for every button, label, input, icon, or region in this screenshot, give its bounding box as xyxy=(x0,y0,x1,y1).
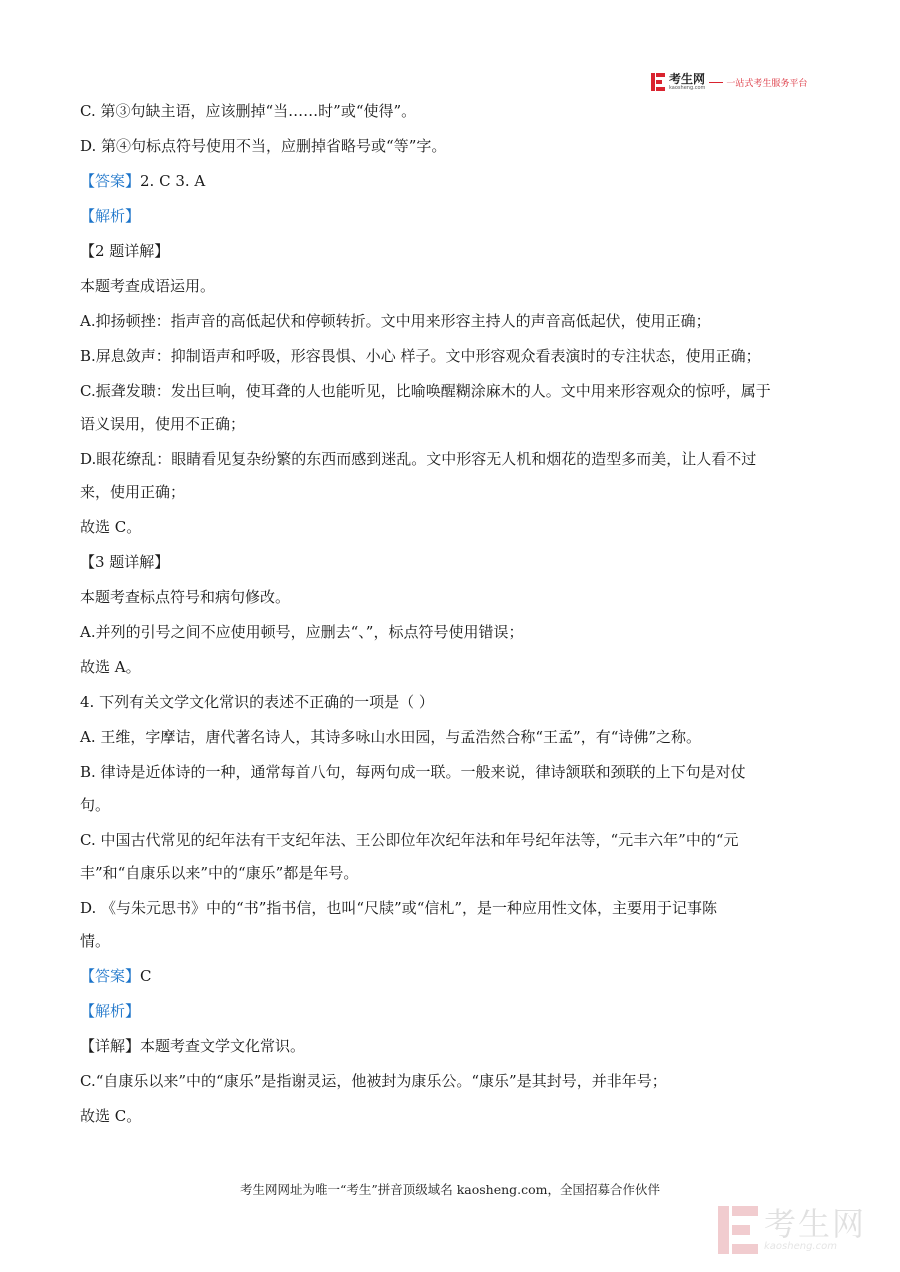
text-line xyxy=(80,1105,820,1127)
line-text: 故选 C。 xyxy=(80,518,142,536)
line-text: B. 律诗是近体诗的一种，通常每首八句，每两句成一联。一般来说，律诗颔联和颈联的上下句是对仗 xyxy=(80,763,746,781)
text-line xyxy=(80,1070,820,1092)
line-text: D. 第④句标点符号使用不当，应删掉省略号或“等”字。 xyxy=(80,137,447,155)
line-text: C xyxy=(140,967,152,985)
line-text: C. 第③句缺主语，应该删掉“当……时”或“使得”。 xyxy=(80,102,417,120)
text-line xyxy=(80,448,820,470)
text-line xyxy=(80,930,820,952)
section-tag: 【答案】 xyxy=(80,172,141,190)
line-text: 【2 题详解】 xyxy=(80,242,170,260)
kaosheng-logo-icon xyxy=(651,73,665,91)
section-tag: 【解析】 xyxy=(80,1002,141,1020)
text-line xyxy=(80,275,820,297)
text-line xyxy=(80,862,820,884)
watermark-logo xyxy=(718,1204,886,1256)
line-text: 本题考查标点符号和病句修改。 xyxy=(80,588,291,606)
text-line xyxy=(80,170,820,192)
text-line xyxy=(80,310,820,332)
text-line xyxy=(80,897,820,919)
text-line xyxy=(80,380,820,402)
section-tag: 【解析】 xyxy=(80,207,141,225)
text-line xyxy=(80,100,820,122)
text-line xyxy=(80,413,820,435)
document-body xyxy=(80,100,820,1140)
text-line xyxy=(80,656,820,678)
watermark-logo-icon xyxy=(718,1206,758,1254)
line-text: D. 《与朱元思书》中的“书”指书信，也叫“尺牍”或“信札”，是一种应用性文体，主要用于记事陈 xyxy=(80,899,718,917)
text-line xyxy=(80,135,820,157)
line-text: 本题考查成语运用。 xyxy=(80,277,216,295)
text-line xyxy=(80,965,820,987)
line-text: A.抑扬顿挫：指声音的高低起伏和停顿转折。文中用来形容主持人的声音高低起伏，使用正确； xyxy=(80,312,711,330)
text-line xyxy=(80,794,820,816)
header-logo xyxy=(651,72,807,92)
logo-domain: kaosheng.com xyxy=(669,85,706,91)
logo-name: 考生网 xyxy=(669,72,706,86)
text-line xyxy=(80,481,820,503)
line-text: 【详解】本题考查文学文化常识。 xyxy=(80,1037,306,1055)
text-line xyxy=(80,761,820,783)
watermark-name: 考生网 xyxy=(764,1205,867,1243)
line-text: C.“自康乐以来”中的“康乐”是指谢灵运，他被封为康乐公。“康乐”是其封号，并非年号； xyxy=(80,1072,667,1090)
line-text: 情。 xyxy=(80,932,111,950)
text-line xyxy=(80,691,820,713)
line-text: C.振聋发聩：发出巨响，使耳聋的人也能听见，比喻唤醒糊涂麻木的人。文中用来形容观众的惊呼，属于 xyxy=(80,382,771,400)
line-text: A.并列的引号之间不应使用顿号，应删去“、”，标点符号使用错误； xyxy=(80,623,524,641)
text-line xyxy=(80,726,820,748)
line-text: 句。 xyxy=(80,796,111,814)
text-line xyxy=(80,1035,820,1057)
section-tag: 【答案】 xyxy=(80,967,141,985)
text-line xyxy=(80,1000,820,1022)
line-text: 丰”和“自康乐以来”中的“康乐”都是年号。 xyxy=(80,864,359,882)
line-text: 故选 C。 xyxy=(80,1107,142,1125)
line-text: B.屏息敛声：抑制语声和呼吸，形容畏惧、小心 样子。文中形容观众看表演时的专注状态，使用正确； xyxy=(80,347,761,365)
text-line xyxy=(80,240,820,262)
watermark-domain: kaosheng.com xyxy=(764,1241,837,1252)
text-line xyxy=(80,586,820,608)
logo-divider xyxy=(709,82,723,83)
text-line xyxy=(80,516,820,538)
line-text: 【3 题详解】 xyxy=(80,553,170,571)
line-text: 4. 下列有关文学文化常识的表述不正确的一项是（ ） xyxy=(80,693,434,711)
line-text: A. 王维，字摩诘，唐代著名诗人，其诗多咏山水田园，与孟浩然合称“王孟”，有“诗佛”之称。 xyxy=(80,728,702,746)
text-line xyxy=(80,551,820,573)
text-line xyxy=(80,345,820,367)
line-text: D.眼花缭乱：眼睛看见复杂纷繁的东西而感到迷乱。文中形容无人机和烟花的造型多而美，让人看不过 xyxy=(80,450,757,468)
logo-slogan: 一站式考生服务平台 xyxy=(726,78,808,89)
line-text: C. 中国古代常见的纪年法有干支纪年法、王公即位年次纪年法和年号纪年法等，“元丰六年”中的“元 xyxy=(80,831,739,849)
text-line xyxy=(80,829,820,851)
text-line xyxy=(80,205,820,227)
line-text: 来，使用正确； xyxy=(80,483,186,501)
line-text: 语义误用，使用不正确； xyxy=(80,415,246,433)
line-text: 2. C 3. A xyxy=(140,172,206,190)
footer-text: 考生网网址为唯一“考生”拼音顶级域名 kaosheng.com，全国招募合作伙伴 xyxy=(239,1182,661,1197)
text-line xyxy=(80,621,820,643)
line-text: 故选 A。 xyxy=(80,658,141,676)
